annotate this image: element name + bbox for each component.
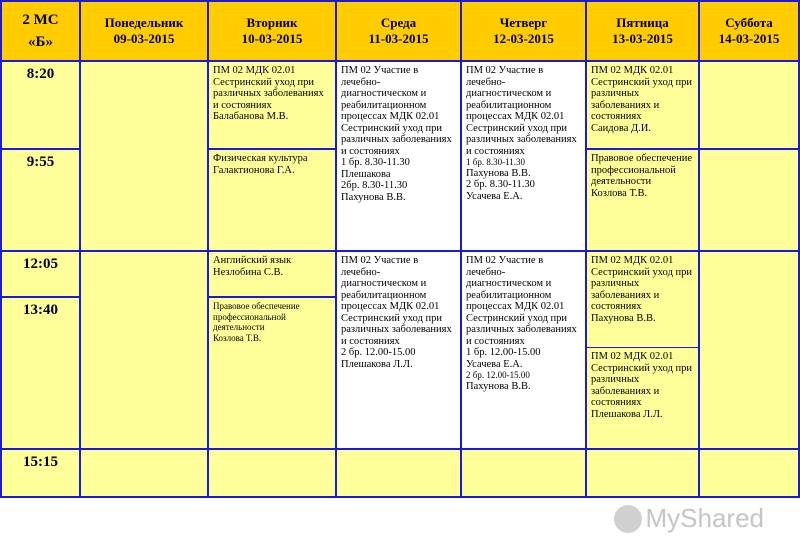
schedule-cell (586, 251, 699, 449)
day-header-friday (586, 1, 699, 61)
time-slot: 15:15 (1, 449, 80, 497)
day-name: Суббота (725, 15, 773, 30)
lesson-text: Английский язык Незлобина С.В. (213, 255, 292, 278)
day-name: Пятница (616, 15, 669, 30)
time-slot: 12:05 (1, 251, 80, 297)
lesson-text: Пахунова В.В. 2 бр. 8.30-11.30 Усачева Е.А. (466, 167, 535, 202)
time-slot: 8:20 (1, 61, 80, 149)
schedule-cell (208, 297, 336, 449)
day-header-thursday (461, 1, 586, 61)
day-header-saturday (699, 1, 799, 61)
lesson-text: Пахунова В.В. (466, 380, 531, 392)
day-date: 10-03-2015 (241, 31, 303, 46)
schedule-cell (461, 251, 586, 449)
schedule-cell (461, 449, 586, 497)
lesson-text: ПМ 02 МДК 02.01 Сестринский уход при различных заболеваниях и состояниях Пахунова В.В. (591, 255, 693, 324)
schedule-cell-monday-morning (80, 61, 208, 251)
day-name: Среда (380, 15, 417, 30)
schedule-cell (208, 251, 336, 297)
schedule-cell (699, 251, 799, 449)
schedule-cell (586, 149, 699, 251)
schedule-cell (336, 251, 461, 449)
lesson-text: Правовое обеспечение профессиональной деятельности Козлова Т.В. (591, 153, 693, 199)
schedule-cell (699, 449, 799, 497)
lesson-text-small: 1 бр. 8.30-11.30 (466, 157, 525, 167)
watermark-logo-icon (614, 505, 642, 533)
schedule-cell (208, 449, 336, 497)
schedule-cell (699, 149, 799, 251)
table-row (1, 251, 799, 297)
lesson-text: Правовое обеспечение профессиональной деятельности Козлова Т.В. (213, 301, 300, 343)
schedule-cell-monday-afternoon (80, 251, 208, 449)
table-row (1, 61, 799, 149)
day-date: 14-03-2015 (718, 31, 780, 46)
group-name: 2 МС (22, 12, 59, 28)
time-slot: 9:55 (1, 149, 80, 251)
schedule-cell (586, 61, 699, 149)
table-row (1, 449, 799, 497)
day-date: 09-03-2015 (113, 31, 175, 46)
group-header (1, 1, 80, 61)
schedule-cell (461, 61, 586, 251)
day-name: Понедельник (104, 15, 184, 30)
day-name: Вторник (246, 15, 298, 30)
lesson-text-small: 2 бр. 12.00-15.00 (466, 370, 530, 380)
lesson-text: ПМ 02 Участие в лечебно-диагностическом и реабилитационном процессах МДК 02.01 Сестринский уход при различных заболеваниях и состояниях (466, 65, 577, 157)
schedule-cell (336, 61, 461, 251)
day-header-monday (80, 1, 208, 61)
day-name: Четверг (499, 15, 548, 30)
day-header-wednesday (336, 1, 461, 61)
lesson-text: ПМ 02 Участие в лечебно-диагностическом и реабилитационном процессах МДК 02.01 Сестринский уход при различных заболеваниях и состояниях 1 бр. 8.30-11.30 Плешакова 2бр. 8.30-11.30 Пахунова В.В. (341, 65, 452, 203)
schedule-cell (208, 149, 336, 251)
lesson-text: ПМ 02 МДК 02.01 Сестринский уход при различных заболеваниях и состояниях Саидова Д.И. (591, 65, 693, 134)
watermark-text: MyShared (645, 503, 764, 533)
schedule-cell (699, 61, 799, 149)
time-slot: 13:40 (1, 297, 80, 449)
header-row (1, 1, 799, 61)
lesson-text: ПМ 02 Участие в лечебно-диагностическом и реабилитационном процессах МДК 02.01 Сестринский уход при различных заболеваниях и состояниях 1 бр. 12.00-15.00 Усачева Е.А. (466, 255, 577, 370)
lesson-text: ПМ 02 МДК 02.01 Сестринский уход при различных заболеваниях и состояниях Плешакова Л.Л. (587, 347, 698, 422)
day-date: 11-03-2015 (368, 31, 429, 46)
day-date: 12-03-2015 (493, 31, 554, 46)
schedule-cell (80, 449, 208, 497)
schedule-cell (336, 449, 461, 497)
group-subgroup: «Б» (28, 34, 53, 50)
lesson-text: Физическая культура Галактионова Г.А. (213, 153, 308, 176)
watermark (614, 503, 765, 534)
lesson-text: ПМ 02 Участие в лечебно-диагностическом и реабилитационном процессах МДК 02.01 Сестринский уход при различных заболеваниях и состояниях 2 бр. 12.00-15.00 Плешакова Л.Л. (341, 255, 452, 370)
lesson-text: ПМ 02 МДК 02.01 Сестринский уход при различных заболеваниях и состояниях Балабанова М.В. (213, 65, 324, 122)
schedule-cell (208, 61, 336, 149)
schedule-cell (586, 449, 699, 497)
day-header-tuesday (208, 1, 336, 61)
day-date: 13-03-2015 (612, 31, 673, 46)
